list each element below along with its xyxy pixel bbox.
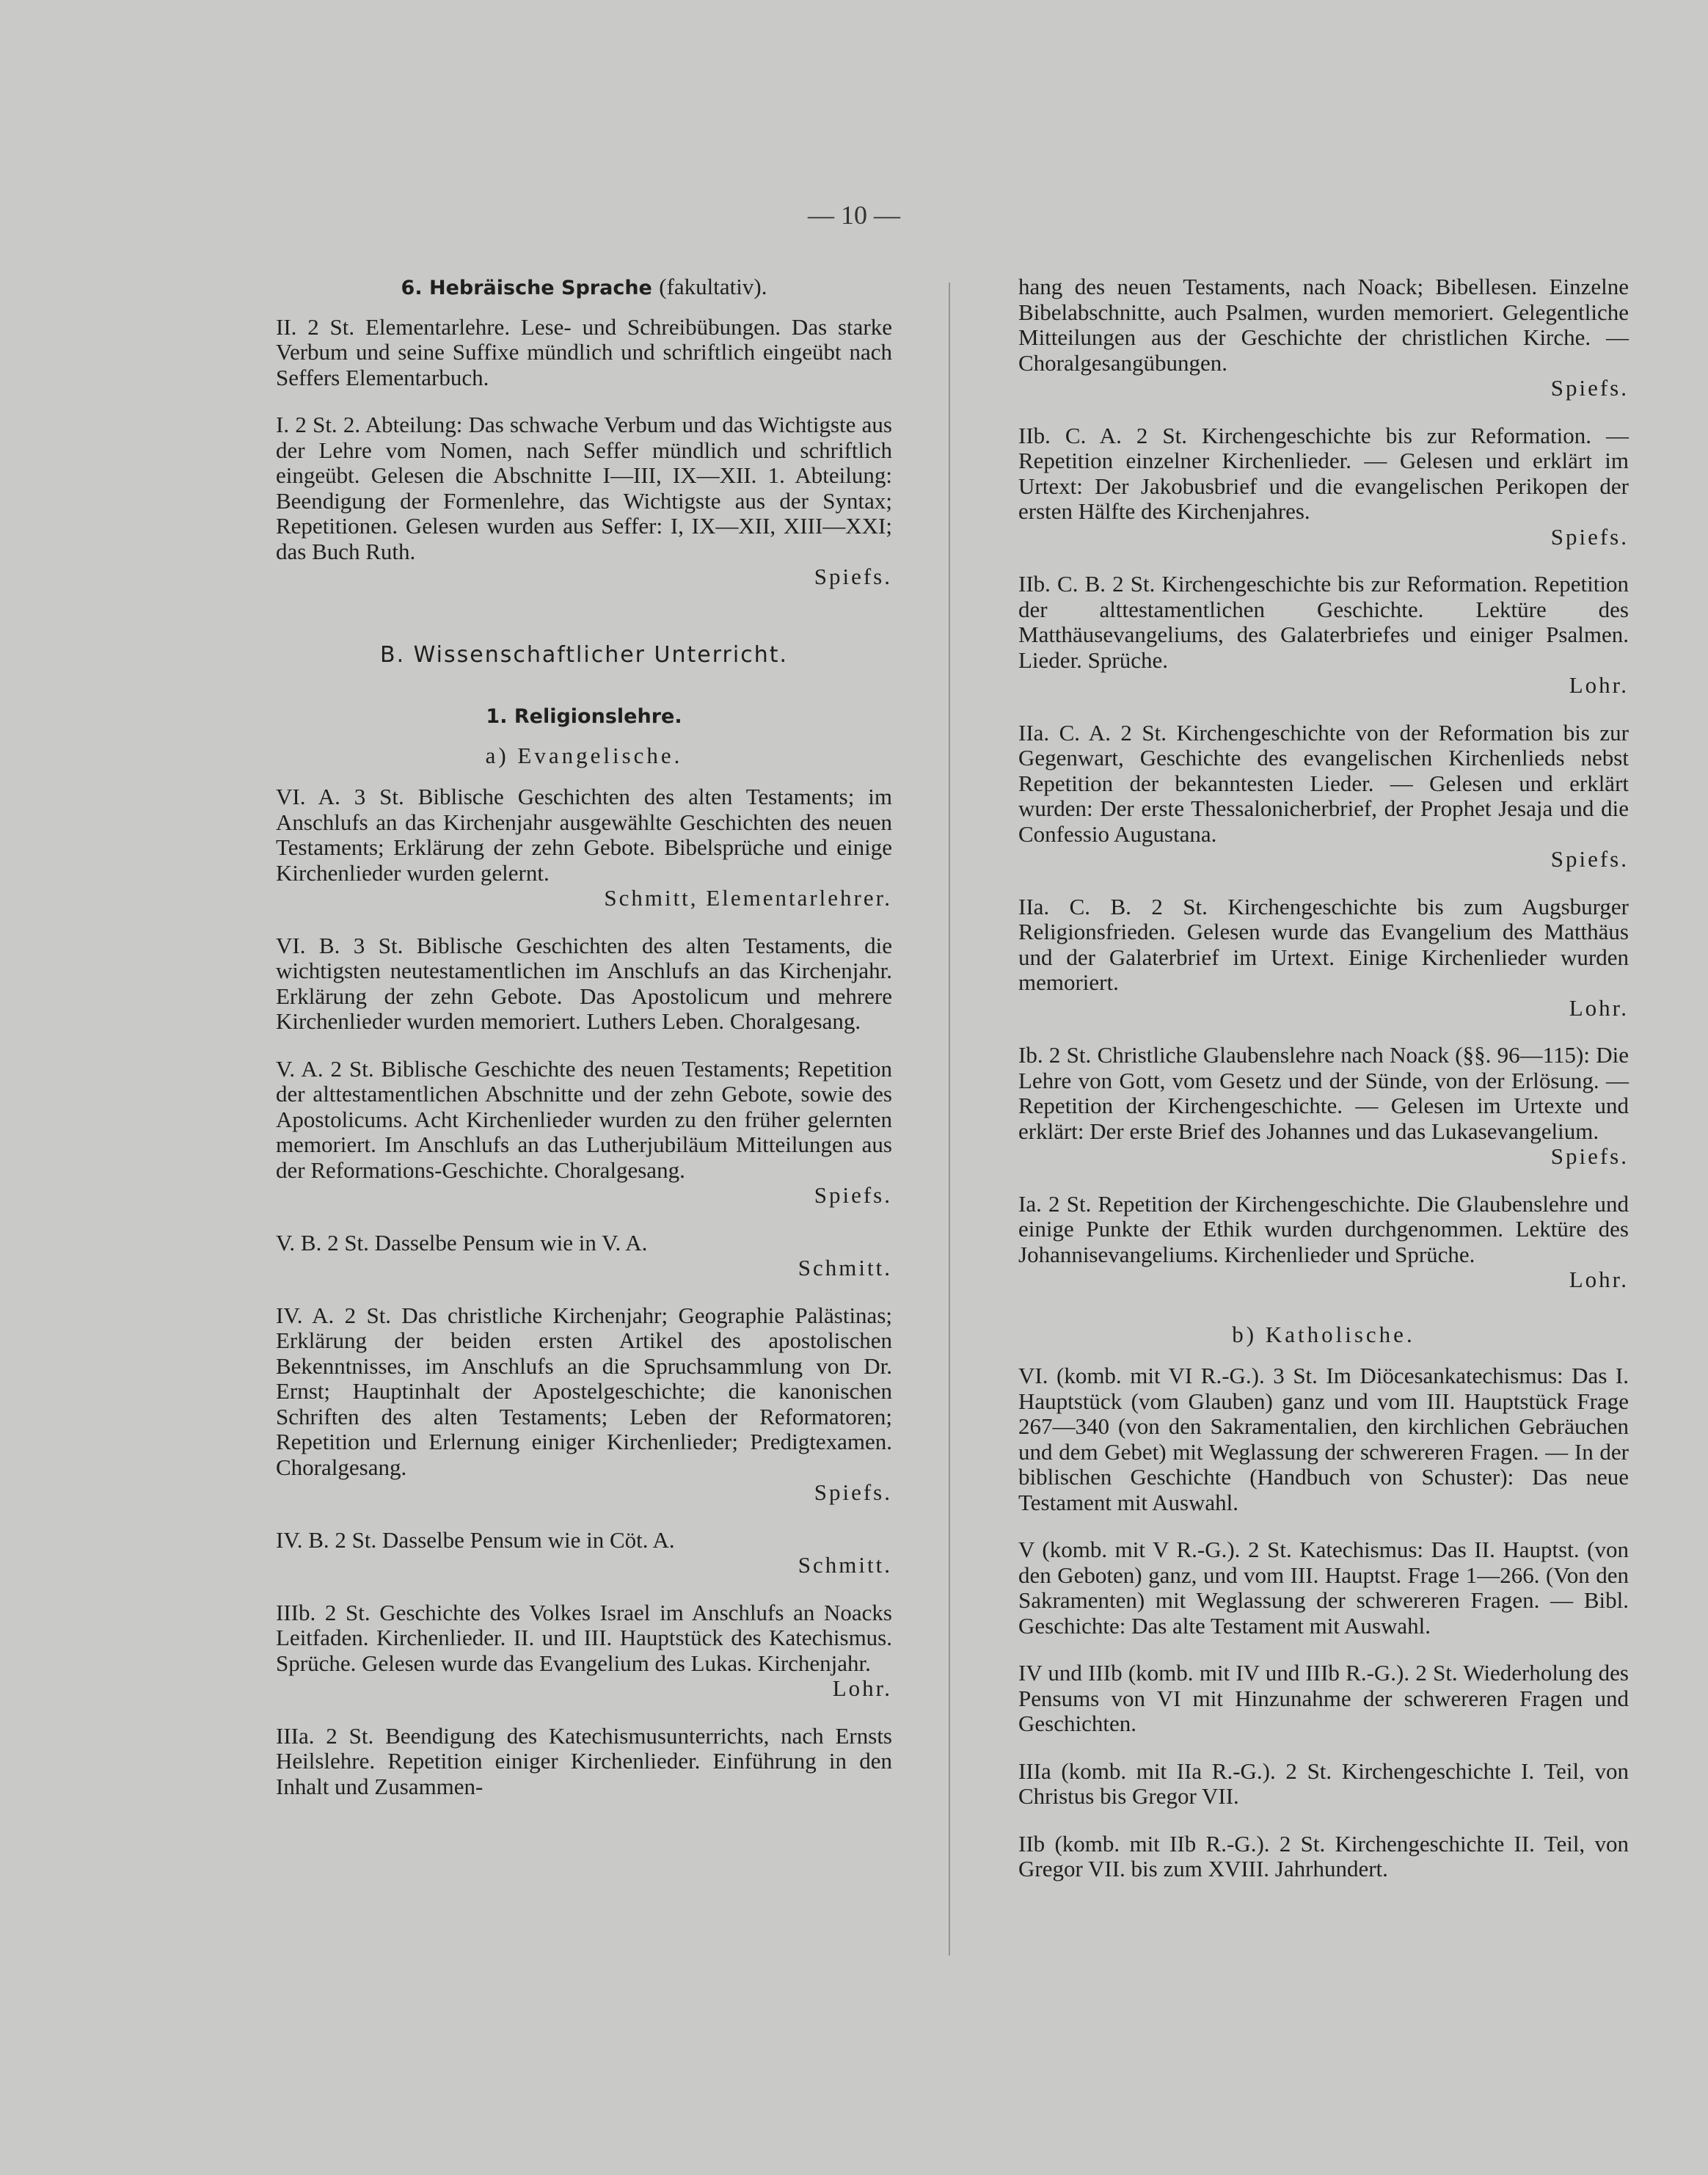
curriculum-entry (1018, 1192, 1629, 1293)
curriculum-entry (1018, 1043, 1629, 1170)
teacher-name: Spiefs. (1550, 846, 1629, 872)
teacher-name: Spiefs. (814, 564, 892, 589)
entry-text: Ia. 2 St. Repetition der Kirchengeschichte. Die Glaubenslehre und einige Punkte der Ethik wurden durchgenommen. Lektüre des Johannisevangeliums. Kirchenlieder und Sprüche. (1018, 1190, 1629, 1267)
page-number: — 10 — (808, 200, 900, 230)
entry-text: Ib. 2 St. Christliche Glaubenslehre nach Noack (§§. 96—115): Die Lehre von Gott, vom Gesetz und der Sünde, von der Erlösung. — Repetition der Kirchengeschichte. — Gelesen im Urtexte und erklärt: Der erste Brief des Johannes und das Lukasevangelium. (1018, 1042, 1629, 1144)
curriculum-entry (276, 933, 892, 1035)
curriculum-entry (1018, 274, 1629, 401)
entry-text: VI. A. 3 St. Biblische Geschichten des alten Testaments; im Anschlufs an das Kirchenjahr ausgewählte Geschichten des neuen Testaments; Erklärung der zehn Gebote. Bibelsprüche und einige Kirchenlieder wurden gelernt. (276, 784, 892, 886)
teacher-name: Spiefs. (814, 1182, 892, 1208)
hebrew-title-note: (fakultativ). (659, 274, 767, 299)
evangelisch-title: a) Evangelische. (485, 742, 683, 768)
teacher-name: Spiefs. (1550, 523, 1629, 550)
curriculum-entry (1018, 895, 1629, 1021)
entry-text: IV und IIIb (komb. mit IV und IIIb R.-G.). 2 St. Wiederholung des Pensums von VI mit Hinzunahme der schwereren Fragen und Geschichten. (1018, 1660, 1629, 1736)
section-b-title: B. Wissenschaftlicher Unterricht. (379, 641, 789, 668)
entry-text: VI. B. 3 St. Biblische Geschichten des alten Testaments, die wichtigsten neutestamentlichen im Anschlufs an das Kirchenjahr. Erklärung der zehn Gebote. Das Apostolicum und mehrere Kirchenlieder wurden memoriert. Luthers Leben. Choralgesang. (276, 932, 892, 1034)
katholisch-entry (1018, 1537, 1629, 1639)
entry-text: IIIa (komb. mit IIa R.-G.). 2 St. Kirchengeschichte I. Teil, von Christus bis Gregor VII. (1018, 1757, 1629, 1809)
teacher-name: Lohr. (1569, 1267, 1629, 1292)
hebrew-title: 6. Hebräische Sprache (401, 277, 652, 299)
entry-text: hang des neuen Testaments, nach Noack; Bibellesen. Einzelne Bibelabschnitte, auch Psalmen, wurden memoriert. Gelegentliche Mitteilungen aus der Geschichte der christlichen Kirche. — Choralgesangübungen. (1018, 274, 1629, 376)
entry-text: V (komb. mit V R.-G.). 2 St. Katechismus: Das II. Hauptst. (von den Geboten) ganz, und vom III. Hauptst. Frage 1—266. (Von den Sakramenten) mit Weglassung der schwereren Fragen. — Bibl. Geschichte: Das alte Testament mit Auswahl. (1018, 1537, 1629, 1639)
column-divider (949, 283, 950, 1956)
teacher-name: Spiefs. (814, 1479, 892, 1505)
curriculum-entry (276, 1600, 892, 1702)
teacher-name: Schmitt. (798, 1255, 892, 1280)
left-column (276, 274, 892, 1821)
entry-text: I. 2 St. 2. Abteilung: Das schwache Verbum und das Wichtigste aus der Lehre vom Nomen, nach Seffer mündlich und schriftlich eingeübt. Gelesen die Abschnitte I—III, IX—XII. 1. Abteilung: Beendigung der Formenlehre, das Wichtigste aus der Syntax; Repetitionen. Gelesen wurden aus Seffer: I, IX—XII, XIII—XXI; das Buch Ruth. (276, 412, 892, 564)
entry-text: IIa. C. B. 2 St. Kirchengeschichte bis zum Augsburger Religionsfrieden. Gelesen wurde das Evangelium des Matthäus und der Galaterbrief im Urtext. Einige Kirchenlieder wurden memoriert. (1018, 893, 1629, 995)
hebrew-entry (276, 412, 892, 590)
curriculum-entry (276, 784, 892, 911)
curriculum-entry (1018, 423, 1629, 550)
entry-text: IV. B. 2 St. Dasselbe Pensum wie in Cöt. A. (276, 1526, 675, 1553)
teacher-name: Spiefs. (1550, 1143, 1629, 1169)
katholisch-entry (1018, 1363, 1629, 1515)
teacher-name: Schmitt. (798, 1552, 892, 1578)
entry-text: IIa. C. A. 2 St. Kirchengeschichte von der Reformation bis zur Gegenwart, Geschichte des evangelischen Kirchenlieds nebst Repetition der bekanntesten Lieder. — Gelesen und erklärt wurden: Der erste Thessalonicherbrief, der Prophet Jesaja und die Confessio Augustana. (1018, 719, 1629, 847)
katholisch-entry (1018, 1832, 1629, 1882)
teacher-name: Lohr. (1569, 994, 1629, 1021)
entry-text: V. B. 2 St. Dasselbe Pensum wie in V. A. (276, 1229, 648, 1256)
hebrew-entry (276, 315, 892, 391)
teacher-name: Spiefs. (1550, 375, 1629, 401)
entry-text: IIIa. 2 St. Beendigung des Katechismusunterrichts, nach Ernsts Heilslehre. Repetition einiger Kirchenlieder. Einführung in den Inhalt und Zusammen- (276, 1722, 892, 1799)
teacher-name: Lohr. (1569, 672, 1629, 698)
curriculum-entry (1018, 721, 1629, 872)
curriculum-entry (276, 1528, 892, 1578)
entry-text: IIb. C. A. 2 St. Kirchengeschichte bis zur Reformation. — Repetition einzelner Kirchenlieder. — Gelesen und erklärt im Urtext: Der Jakobusbrief und die evangelischen Perikopen der ersten Hälfte des Kirchenjahres. (1018, 422, 1629, 524)
curriculum-entry (276, 1057, 892, 1209)
entry-text: IIb (komb. mit IIb R.-G.). 2 St. Kirchengeschichte II. Teil, von Gregor VII. bis zum XVIII. Jahrhundert. (1018, 1830, 1629, 1881)
entry-text: IIb. C. B. 2 St. Kirchengeschichte bis zur Reformation. Repetition der alttestamentlichen Geschichte. Lektüre des Matthäusevangeliums, des Galaterbriefes und einiger Psalmen. Lieder. Sprüche. (1018, 571, 1629, 673)
katholisch-entry (1018, 1759, 1629, 1810)
curriculum-entry (1018, 572, 1629, 699)
entry-text: IV. A. 2 St. Das christliche Kirchenjahr; Geographie Palästinas; Erklärung der beiden ersten Artikel des apostolischen Bekenntnisses, im Anschlufs an die Spruchsammlung von Dr. Ernst; Hauptinhalt der Apostelgeschichte; die kanonischen Schriften des alten Testaments; Leben der Reformatoren; Repetition und Erlernung einiger Kirchenlieder; Predigtexamen. Choralgesang. (276, 1302, 892, 1480)
religion-title: 1. Religionslehre. (486, 705, 682, 728)
curriculum-entry (276, 1231, 892, 1281)
entry-text: II. 2 St. Elementarlehre. Lese- und Schreibübungen. Das starke Verbum und seine Suffixe mündlich und schriftlich eingeübt nach Seffers Elementarbuch. (276, 313, 892, 390)
entry-text: VI. (komb. mit VI R.-G.). 3 St. Im Diöcesankatechismus: Das I. Hauptstück (vom Glauben) ganz und vom III. Hauptstück Frage 267—340 (von den Sakramentalien, den kirchlichen Gebräuchen und dem Gebet) mit Weglassung der schwereren Fragen. — In der biblischen Geschichte (Handbuch von Schuster): Das neue Testament mit Auswahl. (1018, 1363, 1629, 1515)
curriculum-entry (276, 1303, 892, 1506)
katholisch-entry (1018, 1661, 1629, 1737)
curriculum-entry (276, 1724, 892, 1800)
katholisch-title: b) Katholische. (1232, 1321, 1415, 1347)
teacher-name: Schmitt, Elementarlehrer. (604, 885, 892, 911)
teacher-name: Lohr. (832, 1675, 892, 1701)
right-column (1018, 274, 1629, 1904)
entry-text: V. A. 2 St. Biblische Geschichte des neuen Testaments; Repetition der alttestamentlichen Abschnitte und der zehn Gebote, sowie des Apostolicums. Acht Kirchenlieder wurden zu den früher gelernten memoriert. Im Anschlufs an das Lutherjubiläum Mitteilungen aus der Reformations-Geschichte. Choralgesang. (276, 1055, 892, 1183)
entry-text: IIIb. 2 St. Geschichte des Volkes Israel im Anschlufs an Noacks Leitfaden. Kirchenlieder. II. und III. Hauptstück des Katechismus. Sprüche. Gelesen wurde das Evangelium des Lukas. Kirchenjahr. (276, 1599, 892, 1676)
hebrew-heading (276, 274, 892, 302)
